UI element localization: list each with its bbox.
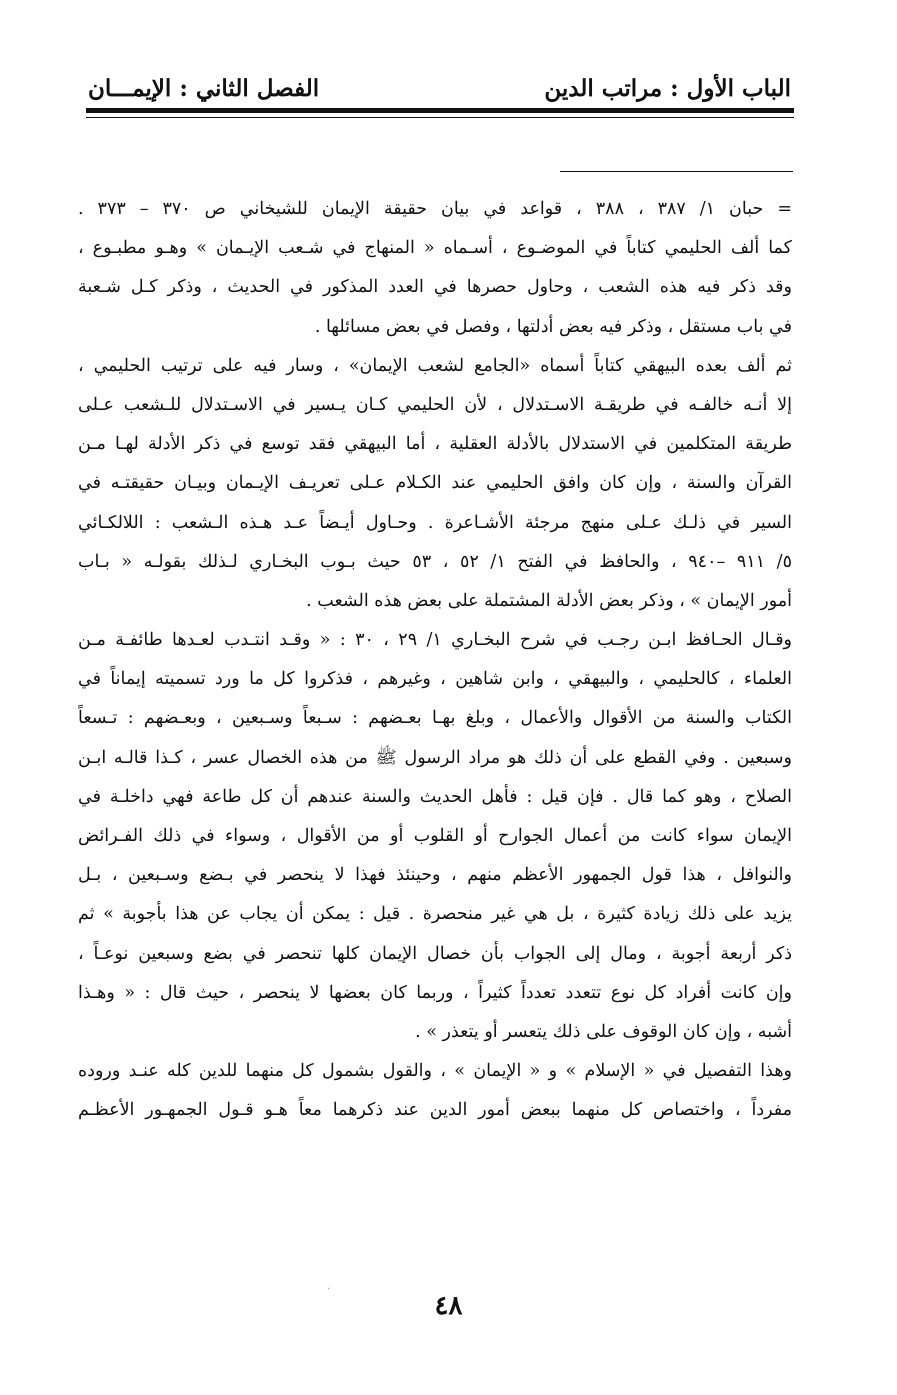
text-line: أمور الإيمان » ، وذكر بعض الأدلة المشتملة على بعض هذه الشعب . <box>306 590 792 611</box>
page-number: ٤٨ <box>434 1291 463 1321</box>
header-rule-thin <box>86 117 794 118</box>
running-header <box>88 62 791 102</box>
text-line: ٥/ ٩١١ –٩٤٠ ، والحافظ في الفتح ١/ ٥٢ ، ٥٣ حيث بـوب البخـاري لـذلك بقولـه « بـاب <box>78 551 792 572</box>
text-line: السير في ذلـك عـلى منهج مرجئة الأشـاعرة . وحـاول أيـضاً عـد هـذه الـشعب : اللالكـائي <box>78 512 792 533</box>
text-line: ثم ألف بعده البيهقي كتاباً أسماه «الجامع لشعب الإيمان» ، وسار فيه على ترتيب الحليمي ، <box>78 355 792 376</box>
chapter-title: الباب الأول : مراتب الدين <box>544 75 791 102</box>
section-title: الفصل الثاني : الإيمـــان <box>88 75 320 102</box>
text-line: الصلاح ، وهو كما قال . فإن قيل : فأهل الحديث والسنة عندهم أن كل طاعة فهي داخلـة في <box>78 786 792 807</box>
text-line: أشبه ، وإن كان الوقوف على ذلك يتعسر أو يتعذر » . <box>415 1021 792 1042</box>
text-line: مفرداً ، واختصاص كل منهما ببعض أمور الدين عند ذكرهما معاً هـو قـول الجمهـور الأعظـم <box>78 1100 792 1121</box>
text-line: الإيمان سواء كانت من أعمال الجوارح أو القلوب أو من الأقوال ، وسواء في ذلك الفـرائض <box>78 826 792 846</box>
footnote-separator <box>560 171 793 172</box>
text-line: ذكر أربعة أجوبة ، ومال إلى الجواب بأن خصال الإيمان كلها تنحصر في بضع وسبعين نوعـاً ، <box>78 943 792 964</box>
text-line: كما ألف الحليمي كتاباً في الموضـوع ، أسـماه « المنهاج في شـعب الإيـمان » وهـو مطبـوع ، <box>78 238 792 259</box>
text-line: العلماء ، كالحليمي ، والبيهقي ، وابن شاهين ، وغيرهم ، فذكروا كل ما ورد تسميته إيماناً في <box>78 669 792 690</box>
text-line: وقـال الحـافظ ابـن رجـب في شرح البخـاري ١/ ٢٩ ، ٣٠ : « وقـد انتـدب لعـدها طائفـة مـن <box>78 630 792 651</box>
text-line: في باب مستقل ، وذكر فيه بعض أدلتها ، وفصل في بعض مسائلها . <box>314 316 792 337</box>
text-line: = حبان ١/ ٣٨٧ ، ٣٨٨ ، قواعد في بيان حقيقة الإيمان للشيخاني ص ٣٧٠ – ٣٧٣ . <box>78 199 792 219</box>
text-line: إلا أنـه خالفـه في طريقـة الاسـتدلال ، لأن الحليمي كـان يـسير في الاسـتدلال للـشعب عـلى <box>78 394 792 415</box>
header-rule <box>86 108 794 113</box>
text-line: وسبعين . وفي القطع على أن ذلك هو مراد الرسول ﷺ من هذه الخصال عسر ، كـذا قالـه ابـن <box>78 747 792 768</box>
text-line: وهذا التفصيل في « الإسلام » و « الإيمان » ، والقول بشمول كل منهما للدين كله عنـد وروده <box>78 1061 792 1082</box>
text-line: وإن كانت أفراد كل نوع تتعدد تعدداً كثيراً ، وربما كان بعضها لا ينحصر ، حيث قال : « وهـذا <box>78 982 792 1003</box>
text-line: والنوافل ، هذا قول الجمهور الأعظم منهم ، وحينئذ فهذا لا ينحصر في بـضع وسـبعين ، بـل <box>78 865 792 886</box>
text-line: يزيد على ذلك زيادة كثيرة ، بل هي غير منحصرة . قيل : يمكن أن يجاب عن هذا بأجوبة » ثم <box>78 904 792 925</box>
text-line: وقد ذكر فيه هذه الشعب ، وحاول حصرها في العدد المذكور في الحديث ، وذكر كـل شـعبة <box>78 277 792 298</box>
footnote-text <box>78 190 792 1131</box>
text-line: الكتاب والسنة من الأقوال والأعمال ، وبلغ بهـا بعـضهم : سـبعاً وسـبعين ، وبعـضهم : تـسعاً <box>78 708 792 729</box>
text-line: القرآن والسنة ، وإن كان وافق الحليمي عند الكـلام عـلى تعريـف الإيـمان وبيـان حقيقتـه في <box>78 473 792 494</box>
scan-speck: · <box>327 1284 331 1295</box>
text-line: طريقة المتكلمين في الاستدلال بالأدلة العقلية ، أما البيهقي فقد توسع في ذكر الأدلة لهـا مـن <box>78 434 792 455</box>
